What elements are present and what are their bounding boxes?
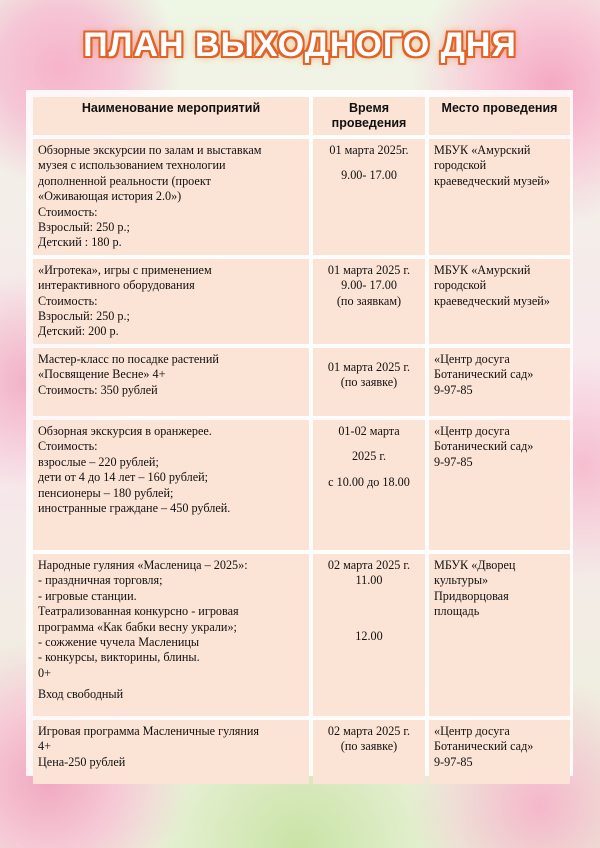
header-name: Наименование мероприятий: [33, 97, 309, 135]
event-time-cell: 01-02 марта 2025 г. с 10.00 до 18.00: [313, 420, 425, 550]
event-time-cell: 02 марта 2025 г. (по заявке): [313, 720, 425, 784]
table-row: [33, 720, 570, 784]
event-place-cell: «Центр досуга Ботанический сад» 9-97-85: [429, 720, 570, 784]
table-row: [33, 348, 570, 416]
table-row: [33, 420, 570, 550]
event-time-cell: 01 марта 2025г. 9.00- 17.00: [313, 139, 425, 255]
event-time-cell: 01 марта 2025 г. (по заявке): [313, 348, 425, 416]
event-name-cell: Обзорная экскурсия в оранжерее. Стоимость: взрослые – 220 рублей; дети от 4 до 14 лет – 160 рублей; пенсионеры – 180 рублей; иностранные граждане – 450 рублей.: [33, 420, 309, 550]
event-place-cell: МБУК «Амурский городской краеведческий музей»: [429, 259, 570, 344]
event-time-cell: 01 марта 2025 г. 9.00- 17.00 (по заявкам): [313, 259, 425, 344]
header-place: Место проведения: [429, 97, 570, 135]
event-name-cell: Мастер-класс по посадке растений «Посвящение Весне» 4+ Стоимость: 350 рублей: [33, 348, 309, 416]
event-name-cell: Игровая программа Масленичные гуляния 4+ Цена-250 рублей: [33, 720, 309, 784]
events-table: [29, 93, 574, 788]
event-time-cell: 02 марта 2025 г. 11.00 12.00: [313, 554, 425, 716]
page-title: ПЛАН ВЫХОДНОГО ДНЯ: [83, 26, 517, 64]
event-name-cell: Обзорные экскурсии по залам и выставкам музея с использованием технологии дополненной реальности (проект «Оживающая история 2.0») Стоимость: Взрослый: 250 р.; Детский : 180 р.: [33, 139, 309, 255]
table-header-row: [33, 97, 570, 135]
table-row: [33, 554, 570, 716]
event-place-cell: «Центр досуга Ботанический сад» 9-97-85: [429, 348, 570, 416]
table-row: [33, 139, 570, 255]
header-time: Время проведения: [313, 97, 425, 135]
event-place-cell: МБУК «Дворец культуры» Придворцовая площадь: [429, 554, 570, 716]
event-name-cell: «Игротека», игры с применением интерактивного оборудования Стоимость: Взрослый: 250 р.; Детский: 200 р.: [33, 259, 309, 344]
event-place-cell: МБУК «Амурский городской краеведческий музей»: [429, 139, 570, 255]
event-place-cell: «Центр досуга Ботанический сад» 9-97-85: [429, 420, 570, 550]
table-row: [33, 259, 570, 344]
event-name-cell: Народные гуляния «Масленица – 2025»: - праздничная торговля; - игровые станции. Театрализованная конкурсно - игровая программа «Как бабки весну украли»; - сожжение чучела Масленицы - конкурсы, викторины, блины. 0+ Вход свободный: [33, 554, 309, 716]
